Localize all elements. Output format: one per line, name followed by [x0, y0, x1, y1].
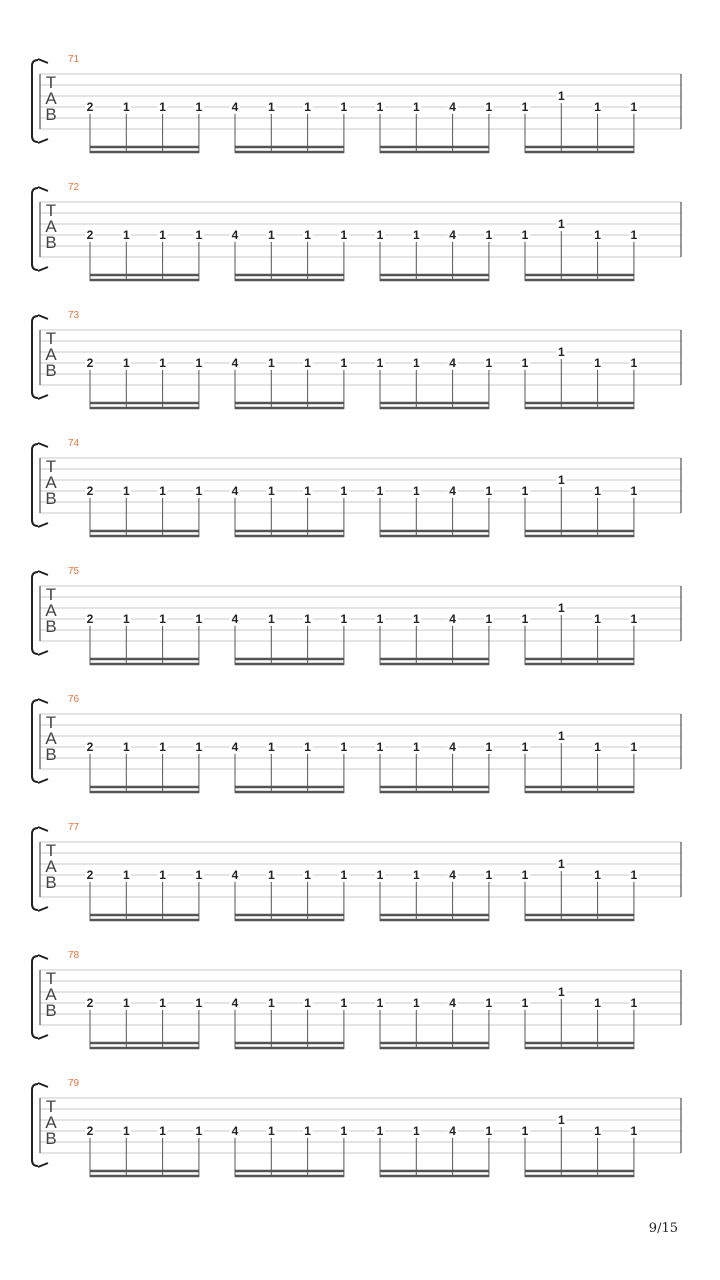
fret-number: 4 [449, 868, 456, 882]
fret-number: 4 [449, 484, 456, 498]
fret-number: 4 [231, 1124, 239, 1138]
fret-number: 1 [412, 996, 420, 1010]
bracket-bottom-hook [38, 523, 48, 527]
tab-clef-letter: B [45, 489, 57, 508]
fret-number: 1 [304, 868, 311, 882]
tab-clef-letter: B [45, 745, 57, 764]
fret-number: 1 [159, 484, 166, 498]
fret-number: 1 [521, 868, 529, 882]
tab-clef-letter: B [45, 1001, 57, 1020]
measure-number: 77 [68, 822, 80, 833]
fret-number: 2 [86, 484, 94, 498]
fret-number: 1 [195, 740, 203, 754]
system-bracket [32, 572, 38, 654]
fret-number: 1 [267, 356, 275, 370]
fret-number: 1 [376, 740, 384, 754]
fret-number: 1 [485, 1124, 493, 1138]
fret-number: 1 [557, 217, 565, 231]
measure-number: 72 [68, 182, 80, 193]
tab-clef-letter: T [45, 329, 57, 348]
fret-number: 1 [159, 740, 166, 754]
tab-clef-letter: A [45, 985, 57, 1004]
bracket-bottom-hook [38, 907, 48, 911]
fret-number: 1 [267, 484, 275, 498]
fret-number: 1 [159, 100, 166, 114]
fret-number: 1 [267, 228, 275, 242]
fret-number: 1 [304, 1124, 311, 1138]
fret-number: 1 [376, 1124, 384, 1138]
page-number: 9/15 [648, 1221, 678, 1236]
fret-number: 4 [231, 484, 239, 498]
bracket-top-hook [38, 1083, 48, 1087]
bracket-bottom-hook [38, 1035, 48, 1039]
system-bracket [32, 700, 38, 782]
bracket-bottom-hook [38, 395, 48, 399]
bracket-top-hook [38, 187, 48, 191]
fret-number: 1 [557, 985, 565, 999]
fret-number: 1 [159, 228, 166, 242]
fret-number: 1 [630, 868, 638, 882]
fret-number: 1 [557, 345, 565, 359]
tab-clef-letter: A [45, 89, 57, 108]
system-bracket [32, 828, 38, 910]
fret-number: 4 [231, 612, 239, 626]
tab-system [32, 822, 681, 921]
bracket-top-hook [38, 699, 48, 703]
fret-number: 1 [412, 228, 420, 242]
fret-number: 1 [557, 729, 565, 743]
tab-system [32, 950, 681, 1049]
fret-number: 1 [267, 612, 275, 626]
tab-clef-letter: T [45, 1097, 57, 1116]
fret-number: 1 [195, 1124, 203, 1138]
fret-number: 1 [485, 740, 493, 754]
fret-number: 2 [86, 612, 94, 626]
tab-system [32, 1078, 681, 1177]
fret-number: 1 [340, 100, 348, 114]
fret-number: 1 [557, 1113, 565, 1127]
fret-number: 1 [594, 100, 601, 114]
fret-number: 1 [304, 740, 311, 754]
fret-number: 1 [159, 356, 166, 370]
tab-clef-letter: A [45, 601, 57, 620]
fret-number: 2 [86, 228, 94, 242]
bracket-bottom-hook [38, 779, 48, 783]
system-bracket [32, 60, 38, 142]
fret-number: 1 [521, 228, 529, 242]
fret-number: 1 [340, 996, 348, 1010]
fret-number: 1 [557, 857, 565, 871]
bracket-bottom-hook [38, 651, 48, 655]
fret-number: 1 [195, 996, 203, 1010]
fret-number: 1 [340, 1124, 348, 1138]
fret-number: 1 [304, 356, 311, 370]
fret-number: 1 [412, 484, 420, 498]
fret-number: 1 [267, 1124, 275, 1138]
fret-number: 1 [195, 100, 203, 114]
fret-number: 1 [630, 996, 638, 1010]
fret-number: 1 [485, 612, 493, 626]
tab-clef-letter: T [45, 713, 57, 732]
fret-number: 1 [485, 996, 493, 1010]
tab-system [32, 54, 681, 153]
fret-number: 1 [412, 100, 420, 114]
fret-number: 2 [86, 868, 94, 882]
fret-number: 1 [412, 868, 420, 882]
fret-number: 4 [449, 228, 456, 242]
fret-number: 4 [449, 100, 456, 114]
fret-number: 1 [594, 1124, 601, 1138]
fret-number: 1 [521, 740, 529, 754]
fret-number: 1 [340, 228, 348, 242]
tab-clef-letter: A [45, 473, 57, 492]
fret-number: 1 [521, 484, 529, 498]
measure-number: 71 [68, 54, 80, 65]
tab-clef-letter: B [45, 105, 57, 124]
fret-number: 1 [304, 100, 311, 114]
fret-number: 1 [340, 868, 348, 882]
fret-number: 2 [86, 356, 94, 370]
fret-number: 1 [412, 356, 420, 370]
fret-number: 2 [86, 740, 94, 754]
fret-number: 1 [485, 100, 493, 114]
fret-number: 1 [267, 740, 275, 754]
fret-number: 1 [594, 228, 601, 242]
fret-number: 1 [340, 740, 348, 754]
fret-number: 1 [195, 356, 203, 370]
fret-number: 4 [449, 996, 456, 1010]
fret-number: 1 [122, 356, 130, 370]
tab-clef-letter: A [45, 729, 57, 748]
measure-number: 76 [68, 694, 80, 705]
tab-clef-letter: B [45, 361, 57, 380]
fret-number: 1 [412, 1124, 420, 1138]
fret-number: 2 [86, 100, 94, 114]
fret-number: 1 [594, 868, 601, 882]
fret-number: 1 [195, 484, 203, 498]
fret-number: 1 [267, 868, 275, 882]
system-bracket [32, 316, 38, 398]
fret-number: 1 [340, 484, 348, 498]
measure-number: 73 [68, 310, 80, 321]
fret-number: 1 [521, 100, 529, 114]
tab-clef-letter: A [45, 1113, 57, 1132]
fret-number: 1 [122, 484, 130, 498]
fret-number: 1 [630, 484, 638, 498]
fret-number: 1 [521, 356, 529, 370]
tab-clef-letter: B [45, 873, 57, 892]
fret-number: 4 [231, 996, 239, 1010]
fret-number: 1 [521, 612, 529, 626]
tab-clef-letter: B [45, 1129, 57, 1148]
fret-number: 1 [594, 484, 601, 498]
tab-system [32, 566, 681, 665]
fret-number: 1 [594, 996, 601, 1010]
fret-number: 1 [630, 612, 638, 626]
bracket-bottom-hook [38, 267, 48, 271]
tab-system [32, 182, 681, 281]
fret-number: 1 [159, 1124, 166, 1138]
fret-number: 1 [557, 89, 565, 103]
tab-clef-letter: T [45, 585, 57, 604]
fret-number: 2 [86, 1124, 94, 1138]
fret-number: 1 [485, 868, 493, 882]
tab-clef-letter: A [45, 217, 57, 236]
fret-number: 1 [376, 996, 384, 1010]
fret-number: 1 [122, 612, 130, 626]
fret-number: 1 [304, 484, 311, 498]
tab-clef-letter: T [45, 201, 57, 220]
fret-number: 1 [267, 996, 275, 1010]
fret-number: 1 [159, 996, 166, 1010]
fret-number: 1 [630, 740, 638, 754]
fret-number: 1 [630, 228, 638, 242]
fret-number: 1 [122, 100, 130, 114]
fret-number: 1 [376, 612, 384, 626]
fret-number: 4 [231, 740, 239, 754]
bracket-top-hook [38, 443, 48, 447]
measure-number: 79 [68, 1078, 80, 1089]
fret-number: 1 [340, 612, 348, 626]
system-bracket [32, 1084, 38, 1166]
tab-clef-letter: T [45, 73, 57, 92]
fret-number: 1 [485, 228, 493, 242]
tab-clef-letter: B [45, 233, 57, 252]
measure-number: 75 [68, 566, 80, 577]
tab-clef-letter: T [45, 841, 57, 860]
fret-number: 1 [557, 473, 565, 487]
fret-number: 1 [485, 484, 493, 498]
fret-number: 1 [521, 1124, 529, 1138]
tab-system [32, 438, 681, 537]
fret-number: 1 [304, 612, 311, 626]
fret-number: 1 [485, 356, 493, 370]
system-bracket [32, 188, 38, 270]
tab-system [32, 310, 681, 409]
measure-number: 78 [68, 950, 80, 961]
fret-number: 1 [304, 228, 311, 242]
fret-number: 1 [195, 228, 203, 242]
fret-number: 1 [340, 356, 348, 370]
bracket-top-hook [38, 955, 48, 959]
fret-number: 4 [231, 356, 239, 370]
fret-number: 1 [594, 612, 601, 626]
fret-number: 1 [267, 100, 275, 114]
fret-number: 4 [231, 868, 239, 882]
fret-number: 1 [122, 868, 130, 882]
fret-number: 1 [594, 740, 601, 754]
fret-number: 4 [449, 1124, 456, 1138]
fret-number: 1 [376, 868, 384, 882]
fret-number: 1 [630, 100, 638, 114]
fret-number: 1 [376, 100, 384, 114]
bracket-top-hook [38, 827, 48, 831]
fret-number: 2 [86, 996, 94, 1010]
tab-clef-letter: B [45, 617, 57, 636]
system-bracket [32, 444, 38, 526]
fret-number: 1 [122, 1124, 130, 1138]
fret-number: 4 [449, 356, 456, 370]
fret-number: 1 [630, 1124, 638, 1138]
tab-system [32, 694, 681, 793]
fret-number: 1 [376, 228, 384, 242]
fret-number: 1 [195, 612, 203, 626]
system-bracket [32, 956, 38, 1038]
tab-clef-letter: A [45, 857, 57, 876]
bracket-top-hook [38, 315, 48, 319]
tab-clef-letter: T [45, 457, 57, 476]
fret-number: 1 [122, 228, 130, 242]
fret-number: 4 [231, 100, 239, 114]
fret-number: 1 [557, 601, 565, 615]
bracket-bottom-hook [38, 1163, 48, 1167]
fret-number: 1 [304, 996, 311, 1010]
tab-clef-letter: T [45, 969, 57, 988]
measure-number: 74 [68, 438, 80, 449]
fret-number: 1 [412, 740, 420, 754]
bracket-top-hook [38, 571, 48, 575]
fret-number: 1 [376, 484, 384, 498]
fret-number: 1 [594, 356, 601, 370]
fret-number: 1 [159, 612, 166, 626]
fret-number: 1 [195, 868, 203, 882]
tab-clef-letter: A [45, 345, 57, 364]
fret-number: 4 [231, 228, 239, 242]
fret-number: 1 [521, 996, 529, 1010]
fret-number: 1 [122, 996, 130, 1010]
fret-number: 1 [376, 356, 384, 370]
fret-number: 4 [449, 740, 456, 754]
fret-number: 4 [449, 612, 456, 626]
bracket-bottom-hook [38, 139, 48, 143]
fret-number: 1 [159, 868, 166, 882]
fret-number: 1 [630, 356, 638, 370]
bracket-top-hook [38, 59, 48, 63]
fret-number: 1 [122, 740, 130, 754]
fret-number: 1 [412, 612, 420, 626]
